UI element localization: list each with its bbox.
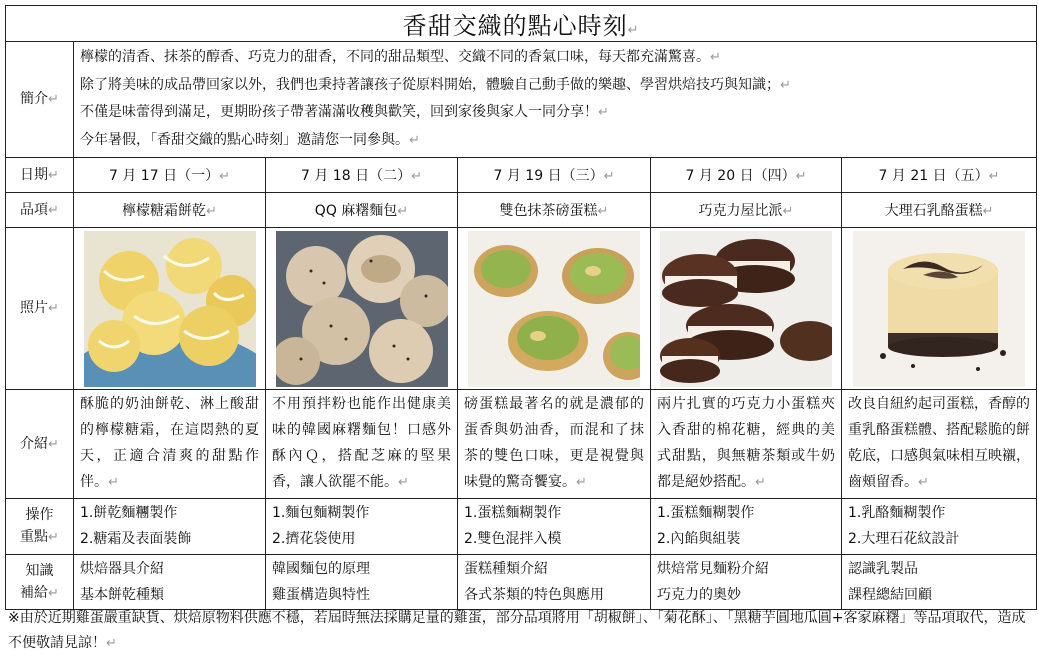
- intro-line: 不僅是味蕾得到滿足，更期盼孩子帶著滿滿收穫與歡笑，回到家後與家人一同分享！↵: [80, 104, 609, 120]
- intro-line: 檸檬的清香、抹茶的醇香、巧克力的甜香，不同的甜品類型、交織不同的香氣口味，每天都充滿驚喜。↵: [80, 49, 721, 65]
- row-label-photo: 照片↵: [6, 228, 74, 390]
- intro-line: 除了將美味的成品帶回家以外，我們也秉持著讓孩子從原料開始，體驗自己動手做的樂趣、學習烘焙技巧與知識；↵: [80, 76, 791, 93]
- operation-cell: 1.麵包麵糊製作 2.擠花袋使用: [266, 499, 458, 555]
- intro-row: [6, 42, 1037, 158]
- operation-cell: 1.餅乾麵糰製作 2.糖霜及表面裝飾: [74, 499, 266, 555]
- knowledge-cell: 蛋糕種類介紹 各式茶類的特色與應用: [458, 555, 651, 610]
- whoopie-pie-photo: [660, 231, 832, 387]
- paragraph-mark-icon: ↵: [106, 636, 117, 651]
- description-cell: 不用預拌粉也能作出健康美味的韓國麻糬麵包！口感外酥內Ｑ，搭配芝麻的堅果香，讓人欲罷不能。↵: [266, 390, 458, 499]
- date-cell: 7 月 20 日（四）↵: [651, 158, 842, 193]
- description-cell: 改良自紐約起司蛋糕，香醇的重乳酪蛋糕體、搭配鬆脆的餅乾底，口感與氣味相互映襯，齒頰留香。↵: [842, 390, 1037, 499]
- operation-cell: 1.蛋糕麵糊製作 2.內餡與組裝: [651, 499, 842, 555]
- photo-cell: [842, 228, 1037, 390]
- knowledge-cell: 韓國麵包的原理 雞蛋構造與特性: [266, 555, 458, 610]
- item-cell: 雙色抹茶磅蛋糕↵: [458, 193, 651, 228]
- lemon-cookie-photo: [84, 231, 256, 387]
- schedule-table: [5, 5, 1037, 610]
- row-label-description: 介紹↵: [6, 390, 74, 499]
- intro-text: [74, 42, 1037, 158]
- knowledge-row: [6, 555, 1037, 610]
- title-row: [6, 6, 1037, 42]
- row-label-knowledge: 知識 補給↵: [6, 555, 74, 610]
- item-cell: 檸檬糖霜餅乾↵: [74, 193, 266, 228]
- date-cell: 7 月 18 日（二）↵: [266, 158, 458, 193]
- row-label-item: 品項↵: [6, 193, 74, 228]
- date-row: [6, 158, 1037, 193]
- description-cell: 兩片扎實的巧克力小蛋糕夾入香甜的棉花糖，經典的美式甜點，與無糖茶類或牛奶都是絕妙搭配。↵: [651, 390, 842, 499]
- photo-cell: [266, 228, 458, 390]
- row-label-operation: 操作 重點↵: [6, 499, 74, 555]
- knowledge-cell: 認識乳製品 課程總結回顧: [842, 555, 1037, 610]
- photo-cell: [458, 228, 651, 390]
- description-cell: 酥脆的奶油餅乾、淋上酸甜的檸檬糖霜，在這悶熱的夏天，正適合清爽的甜點作伴。↵: [74, 390, 266, 499]
- photo-cell: [651, 228, 842, 390]
- item-row: [6, 193, 1037, 228]
- intro-line: 今年暑假，「香甜交織的點心時刻」邀請您一同參與。↵: [80, 131, 420, 148]
- item-cell: QQ 麻糬麵包↵: [266, 193, 458, 228]
- matcha-cake-photo: [468, 231, 640, 387]
- page-title-cell: [6, 6, 1037, 42]
- item-cell: 大理石乳酪蛋糕↵: [842, 193, 1037, 228]
- date-cell: 7 月 17 日（一）↵: [74, 158, 266, 193]
- operation-cell: 1.蛋糕麵糊製作 2.雙色混拌入模: [458, 499, 651, 555]
- page-title: 香甜交織的點心時刻: [402, 12, 628, 40]
- knowledge-cell: 烘焙器具介紹 基本餅乾種類: [74, 555, 266, 610]
- description-cell: 磅蛋糕最著名的就是濃郁的蛋香與奶油香，而混和了抹茶的雙色口味，更是視覺與味覺的驚奇饗宴。↵: [458, 390, 651, 499]
- date-cell: 7 月 21 日（五）↵: [842, 158, 1037, 193]
- description-row: [6, 390, 1037, 499]
- knowledge-cell: 烘焙常見麵粉介紹 巧克力的奧妙: [651, 555, 842, 610]
- paragraph-mark-icon: ↵: [627, 23, 640, 38]
- operation-cell: 1.乳酪麵糊製作 2.大理石花紋設計: [842, 499, 1037, 555]
- date-cell: 7 月 19 日（三）↵: [458, 158, 651, 193]
- footnote: ※由於近期雞蛋嚴重缺貨、烘焙原物料供應不穩，若屆時無法採購足量的雞蛋，部分品項將用「胡椒餅」、「菊花酥」、「黑糖芋圓地瓜圓+客家麻糬」等品項取代，造成不便敬請見諒！↵: [8, 610, 1026, 651]
- row-label-intro: 簡介↵: [6, 42, 74, 158]
- marble-cheesecake-photo: [853, 231, 1025, 387]
- row-label-date: 日期↵: [6, 158, 74, 193]
- photo-row: [6, 228, 1037, 390]
- photo-cell: [74, 228, 266, 390]
- operation-row: [6, 499, 1037, 555]
- item-cell: 巧克力屋比派↵: [651, 193, 842, 228]
- mochi-bread-photo: [276, 231, 448, 387]
